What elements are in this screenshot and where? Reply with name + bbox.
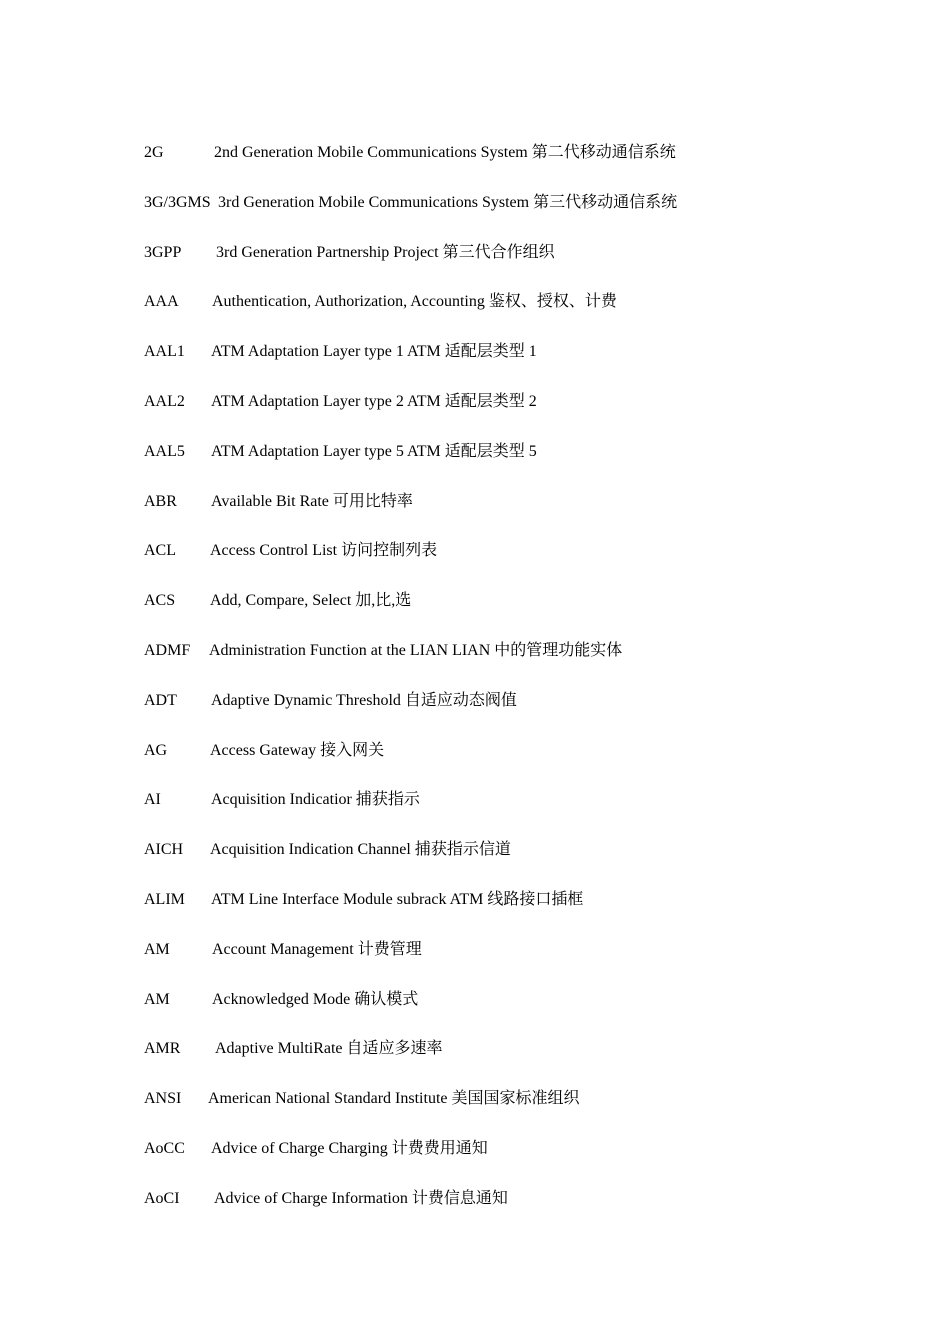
- definition: ATM Line Interface Module subrack ATM 线路接口插框: [211, 890, 584, 908]
- abbreviation: AM: [144, 990, 170, 1008]
- definition: Advice of Charge Information 计费信息通知: [214, 1189, 508, 1207]
- glossary-entry: [144, 639, 884, 689]
- abbreviation: ACS: [144, 592, 176, 610]
- glossary-entry: [144, 241, 884, 291]
- definition: 3rd Generation Partnership Project 第三代合作组织: [216, 243, 555, 261]
- definition: Advice of Charge Charging 计费费用通知: [211, 1139, 488, 1157]
- glossary-entry: [144, 490, 884, 540]
- definition: Acknowledged Mode 确认模式: [212, 990, 419, 1008]
- glossary-entry: [144, 1087, 884, 1137]
- abbreviation: AoCI: [144, 1189, 180, 1207]
- glossary-entry: [144, 1037, 884, 1087]
- abbreviation: 2G: [144, 144, 164, 161]
- definition: ATM Adaptation Layer type 5 ATM 适配层类型 5: [211, 442, 537, 460]
- glossary-entry: [144, 390, 884, 440]
- glossary-entry: [144, 938, 884, 988]
- definition: Adaptive Dynamic Threshold 自适应动态阀值: [211, 691, 517, 709]
- glossary-entry: [144, 290, 884, 340]
- glossary-entry: [144, 340, 884, 390]
- glossary-entry: [144, 1187, 884, 1237]
- definition: Acquisition Indication Channel 捕获指示信道: [210, 841, 511, 859]
- abbreviation: ALIM: [144, 890, 185, 908]
- definition: Acquisition Indicatior 捕获指示: [211, 791, 420, 809]
- glossary-entry: [144, 689, 884, 739]
- abbreviation: 3G/3GMS: [144, 193, 211, 211]
- abbreviation: AICH: [144, 841, 184, 859]
- definition: 2nd Generation Mobile Communications System 第二代移动通信系统: [214, 144, 676, 161]
- definition: ATM Adaptation Layer type 2 ATM 适配层类型 2: [211, 392, 537, 410]
- abbreviation: AI: [144, 791, 161, 809]
- glossary-entry: [144, 191, 884, 241]
- definition: Add, Compare, Select 加,比,选: [210, 592, 412, 610]
- definition: Administration Function at the LIAN LIAN 中的管理功能实体: [209, 641, 623, 659]
- abbreviation: ADT: [144, 691, 177, 709]
- abbreviation: AM: [144, 940, 170, 958]
- glossary-entry: [144, 1137, 884, 1187]
- abbreviation: ACL: [144, 542, 176, 560]
- glossary-entry: [144, 141, 884, 191]
- abbreviation: AAL1: [144, 343, 185, 361]
- abbreviation: AAL2: [144, 392, 185, 410]
- definition: Access Gateway 接入网关: [210, 741, 385, 759]
- abbreviation: AAL5: [144, 442, 185, 460]
- abbreviation: AMR: [144, 1040, 181, 1058]
- glossary-entry: [144, 539, 884, 589]
- glossary-entry: [144, 440, 884, 490]
- glossary-entry: [144, 739, 884, 789]
- glossary-entry: [144, 589, 884, 639]
- abbreviation: AAA: [144, 293, 179, 311]
- definition: ATM Adaptation Layer type 1 ATM 适配层类型 1: [211, 343, 537, 361]
- definition: Account Management 计费管理: [212, 940, 422, 958]
- abbreviation: AG: [144, 741, 168, 759]
- glossary-list: [144, 141, 884, 1237]
- definition: Available Bit Rate 可用比特率: [211, 492, 413, 510]
- abbreviation: AoCC: [144, 1139, 185, 1157]
- abbreviation: ANSI: [144, 1090, 182, 1108]
- glossary-entry: [144, 838, 884, 888]
- abbreviation: 3GPP: [144, 243, 182, 261]
- definition: Authentication, Authorization, Accounting 鉴权、授权、计费: [212, 293, 617, 311]
- definition: Access Control List 访问控制列表: [210, 542, 438, 560]
- glossary-entry: [144, 888, 884, 938]
- definition: 3rd Generation Mobile Communications System 第三代移动通信系统: [218, 193, 678, 211]
- glossary-entry: [144, 788, 884, 838]
- definition: Adaptive MultiRate 自适应多速率: [215, 1040, 443, 1058]
- glossary-entry: [144, 988, 884, 1038]
- abbreviation: ADMF: [144, 641, 191, 659]
- abbreviation: ABR: [144, 492, 177, 510]
- definition: American National Standard Institute 美国国家标准组织: [208, 1090, 580, 1108]
